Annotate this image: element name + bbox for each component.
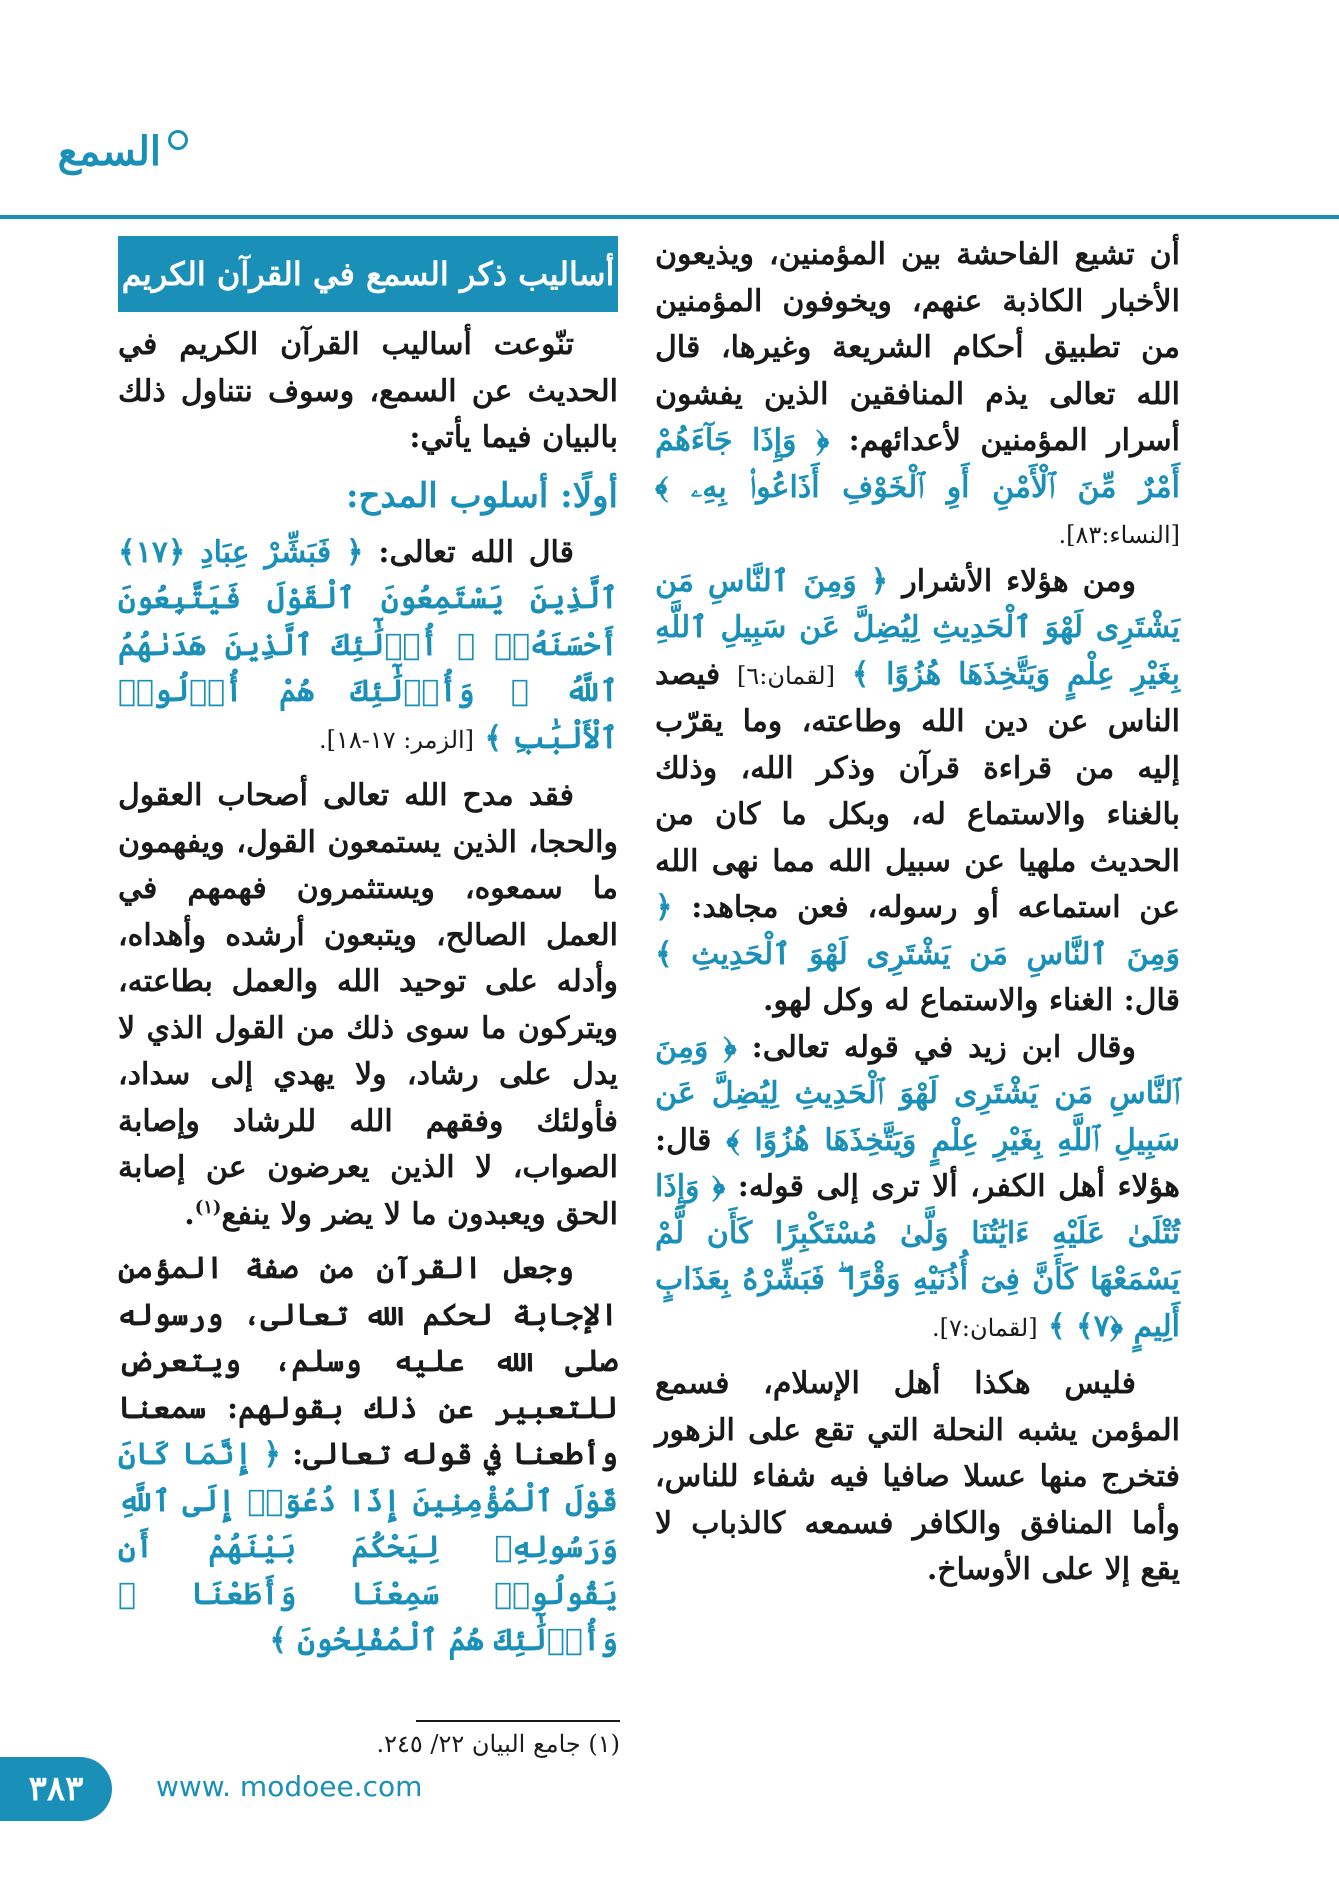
quran-verse: ﴿ وَإِذَا جَآءَهُمْ أَمْرٌ مِّنَ ٱلْأَمْنِ أَوِ ٱلْخَوْفِ أَذَاعُوا۟ بِهِۦ ﴾ [655,423,1180,505]
quran-verse: ﴿ وَمِنَ ٱلنَّاسِ مَن يَشْتَرِى لَهْوَ ٱلْحَدِيثِ ﴾ [655,890,1180,972]
section-heading: أساليب ذكر السمع في القرآن الكريم [118,236,618,312]
verse-reference: [النساء:٨٣]. [1058,521,1180,549]
paragraph-text: تنّوعت أساليب القرآن الكريم في الحديث عن السمع، وسوف نتناول ذلك بالبيان فيما يأتي: [118,327,618,455]
footnote-marker[interactable]: (١) [194,1196,222,1218]
paragraph-text: ومن هؤلاء الأشرار [902,563,1136,599]
header-ornament-icon [168,130,188,150]
quran-verse: ﴿ فَبَشِّرْ عِبَادِ ﴿١٧﴾ ٱلَّذِينَ يَسْتَمِعُونَ ٱلْقَوْلَ فَيَتَّبِعُونَ أَحْسَنَهُۥٓ ۚ أُو۟لَٰٓئِكَ ٱلَّذِينَ هَدَىٰهُمُ ٱللَّهُ ۖ وَأُو۟لَٰٓئِكَ هُمْ أُو۟لُوا۟ ٱلْأَلْبَٰبِ ﴾ [118,534,618,756]
paragraph-text: قال الله تعالى: [378,534,575,570]
left-column [118,232,618,1665]
header-divider [0,215,1339,219]
paragraph-text: أن تشيع الفاحشة بين المؤمنين، ويذيعون الأخبار الكاذبة عنهم، ويخوفون المؤمنين من تطبيق أحكام الشريعة وغيرها، قال الله تعالى يذم المنافقين الذين يفشون أسرار المؤمنين لأعدائهم: [655,237,1181,458]
paragraph-text: وقال ابن زيد في قوله تعالى: [751,1029,1136,1065]
paragraph-text: قال: هؤلاء أهل الكفر، ألا ترى إلى قوله: [655,1122,1180,1204]
paragraph-text: فيصد الناس عن دين الله وطاعته، وما يقرّب إليه من قراءة قرآن وذكر الله، وذلك بالغناء والاستماع له، وبكل ما كان من الحديث ملهيا عن سبيل الله مما نهى الله عن استماعه أو رسوله، فعن مجاهد: [655,656,1181,925]
website-link[interactable]: www. modoee.com [156,1770,423,1803]
verse-reference: [لقمان:٦] [736,661,835,690]
quran-verse: ﴿ وَإِذَا تُتْلَىٰ عَلَيْهِ ءَايَٰتُنَا وَلَّىٰ مُسْتَكْبِرًا كَأَن لَّمْ يَسْمَعْهَا كَأَنَّ فِىٓ أُذُنَيْهِ وَقْرًا ۖ فَبَشِّرْهُ بِعَذَابٍ أَلِيمٍ ﴿٧﴾ ﴾ [655,1169,1180,1344]
praise-paragraph [118,773,618,1238]
paragraph-text: قال: الغناء والاستماع له وكل لهو. [763,983,1180,1018]
paragraph-text: فقد مدح الله تعالى أصحاب العقول والحجا، الذين يستمعون القول، ويفهمون ما سمعوه، ويستثمرون فهمهم في العمل الصالح، ويتبعون أرشده وأهداه، وأدله على توحيد الله والعمل بطاعته، ويتركون ما سوى ذلك من القول الذي لا يدل على رشاد، ولا يهدي إلى سداد، فأولئك وفقهم الله للرشاد وإصابة الصواب، لا الذين يعرضون عن إصابة الحق ويعبدون ما لا يضر ولا ينفع [118,778,618,1232]
verse-reference: [لقمان:٧]. [931,1313,1038,1342]
verse-reference: [الزمر: ١٧-١٨]. [318,725,475,754]
response-paragraph [118,1246,618,1665]
paragraph-text: فليس هكذا أهل الإسلام، فسمع المؤمن يشبه النحلة التي تقع على الزهور فتخرج منها عسلا صافيا فيه شفاء للناس، وأما المنافق والكافر فسمعه كالذباب لا يقع إلا على الأوساخ. [655,1366,1180,1587]
subheading: أولًا: أسلوب المدح: [345,475,618,516]
footnote: (١) جامع البيان ٢٢/ ٢٤٥. [376,1730,620,1758]
header-title: السمع [57,128,161,175]
quran-verse: ﴿ إِنَّمَا كَانَ قَوْلَ ٱلْمُؤْمِنِينَ إِذَا دُعُوٓا۟ إِلَى ٱللَّهِ وَرَسُولِهِۦ لِيَحْكُمَ بَيْنَهُمْ أَن يَقُولُوا۟ سَمِعْنَا وَأَطَعْنَا ۚ وَأُو۟لَٰٓئِكَ هُمُ ٱلْمُفْلِحُونَ ﴾ [118,1437,618,1658]
intro-paragraph [118,322,618,462]
footnote-divider [416,1720,620,1722]
paragraph-4 [655,1361,1180,1594]
right-column [655,232,1180,1594]
paragraph-text: وجعل القرآن من صفة المؤمن الإجابة لحكم الله تعالى، ورسوله صلى الله عليه وسلم، ويتعرض للتعبير عن ذلك بقولهم: سمعنا وأطعنا في قوله تعالى: [118,1251,618,1472]
quran-verse: ﴿ وَمِنَ ٱلنَّاسِ مَن يَشْتَرِى لَهْوَ ٱلْحَدِيثِ لِيُضِلَّ عَن سَبِيلِ ٱللَّهِ بِغَيْرِ عِلْمٍ وَيَتَّخِذَهَا هُزُوًا ﴾ [655,1029,1180,1158]
paragraph-2 [655,559,1180,1025]
page-number-badge: ٣٨٣ [0,1757,112,1821]
quran-verse: ﴿ وَمِنَ ٱلنَّاسِ مَن يَشْتَرِى لَهْوَ ٱلْحَدِيثِ لِيُضِلَّ عَن سَبِيلِ ٱللَّهِ بِغَيْرِ عِلْمٍ وَيَتَّخِذَهَا هُزُوًا ﴾ [655,563,1180,692]
paragraph-1 [655,232,1180,559]
paragraph-text: . [184,1196,195,1232]
paragraph-3 [655,1025,1180,1352]
praise-verse-paragraph [118,530,618,764]
